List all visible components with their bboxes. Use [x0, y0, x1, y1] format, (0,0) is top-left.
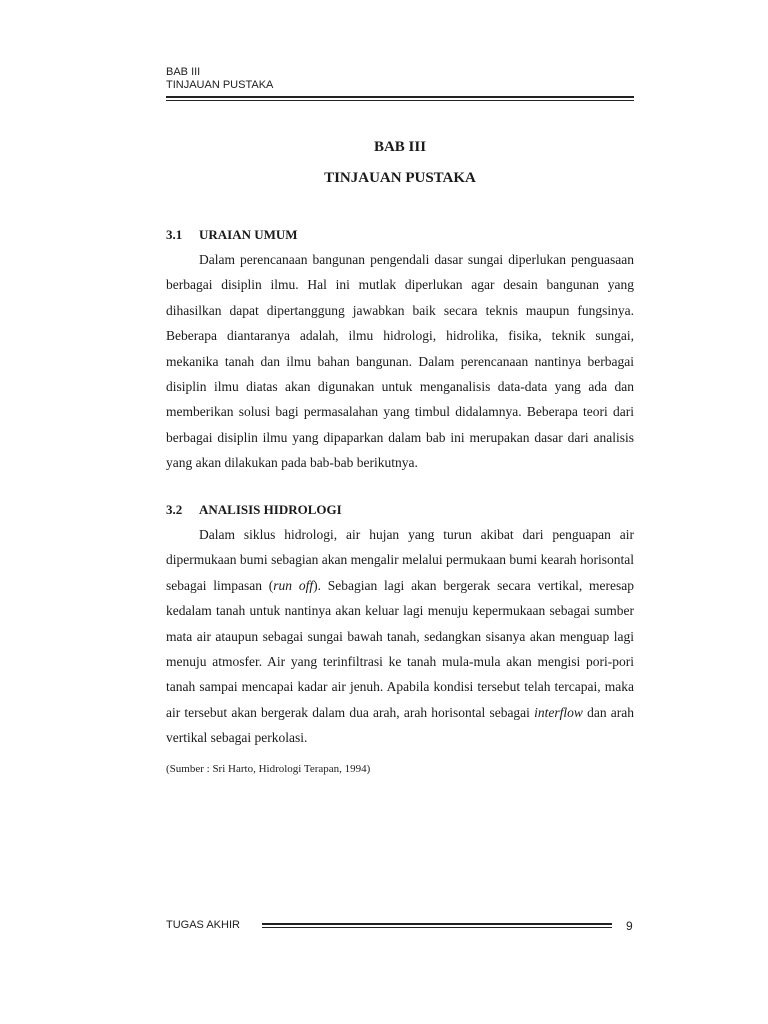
section-title: URAIAN UMUM: [199, 227, 298, 242]
source-citation: (Sumber : Sri Harto, Hidrologi Terapan, 1994): [166, 763, 371, 775]
header-rule-thin: [166, 100, 634, 101]
footer-label: TUGAS AKHIR: [166, 919, 240, 931]
section-title: ANALISIS HIDROLOGI: [199, 502, 342, 517]
section-heading-analisis-hidrologi: [166, 502, 342, 518]
section-paragraph: [166, 522, 634, 751]
section-paragraph: Dalam perencanaan bangunan pengendali dasar sungai diperlukan penguasaan berbagai disiplin ilmu. Hal ini mutlak diperlukan agar desain bangunan yang dihasilkan dapat dipertanggung jawabkan baik secara teknis maupun fungsinya. Beberapa diantaranya adalah, ilmu hidrologi, hidrolika, fisika, teknik sungai, mekanika tanah dan ilmu bahan bangunan. Dalam perencanaan nantinya berbagai disiplin ilmu diatas akan digunakan untuk menganalisis data-data yang ada dan memberikan solusi bagi permasalahan yang timbul didalamnya. Beberapa teori dari berbagai disiplin ilmu yang dipaparkan dalam bab ini merupakan dasar dari analisis yang akan dilakukan pada bab-bab berikutnya.: [166, 252, 634, 471]
chapter-number: BAB III: [373, 139, 427, 155]
running-header-title: TINJAUAN PUSTAKA: [166, 79, 274, 91]
italic-term: run off: [273, 577, 314, 593]
running-header-chapter: BAB III: [166, 66, 201, 78]
chapter-title: TINJAUAN PUSTAKA: [324, 170, 476, 186]
paragraph-text: dan arah vertikal sebagai perkolasi.: [166, 704, 634, 746]
footer-rule-thin: [262, 927, 612, 928]
header-rule-thick: [166, 96, 634, 98]
running-header: [166, 66, 273, 92]
footer-rule-thick: [262, 923, 612, 925]
paragraph-text: Dalam siklus hidrologi, air hujan yang turun akibat dari penguapan air dipermukaan bumi sebagian akan mengalir melalui permukaan bumi kearah horisontal sebagai limpasan (: [166, 527, 634, 593]
page-number: 9: [626, 919, 633, 933]
section-heading-uraian-umum: [166, 227, 298, 243]
italic-term: interflow: [534, 704, 583, 720]
section-number: 3.2: [166, 502, 183, 517]
section-number: 3.1: [166, 227, 183, 242]
paragraph-text: ). Sebagian lagi akan bergerak secara vertikal, meresap kedalam tanah untuk nantinya akan keluar lagi menuju kepermukaan sebagai sumber mata air ataupun sebagai sungai bawah tanah, sedangkan sisanya akan menguap lagi menuju atmosfer. Air yang terinfiltrasi ke tanah mula-mula akan mengisi pori-pori tanah sampai mencapai kadar air jenuh. Apabila kondisi tersebut telah tercapai, maka air tersebut akan bergerak dalam dua arah, arah horisontal sebagai: [166, 577, 634, 720]
